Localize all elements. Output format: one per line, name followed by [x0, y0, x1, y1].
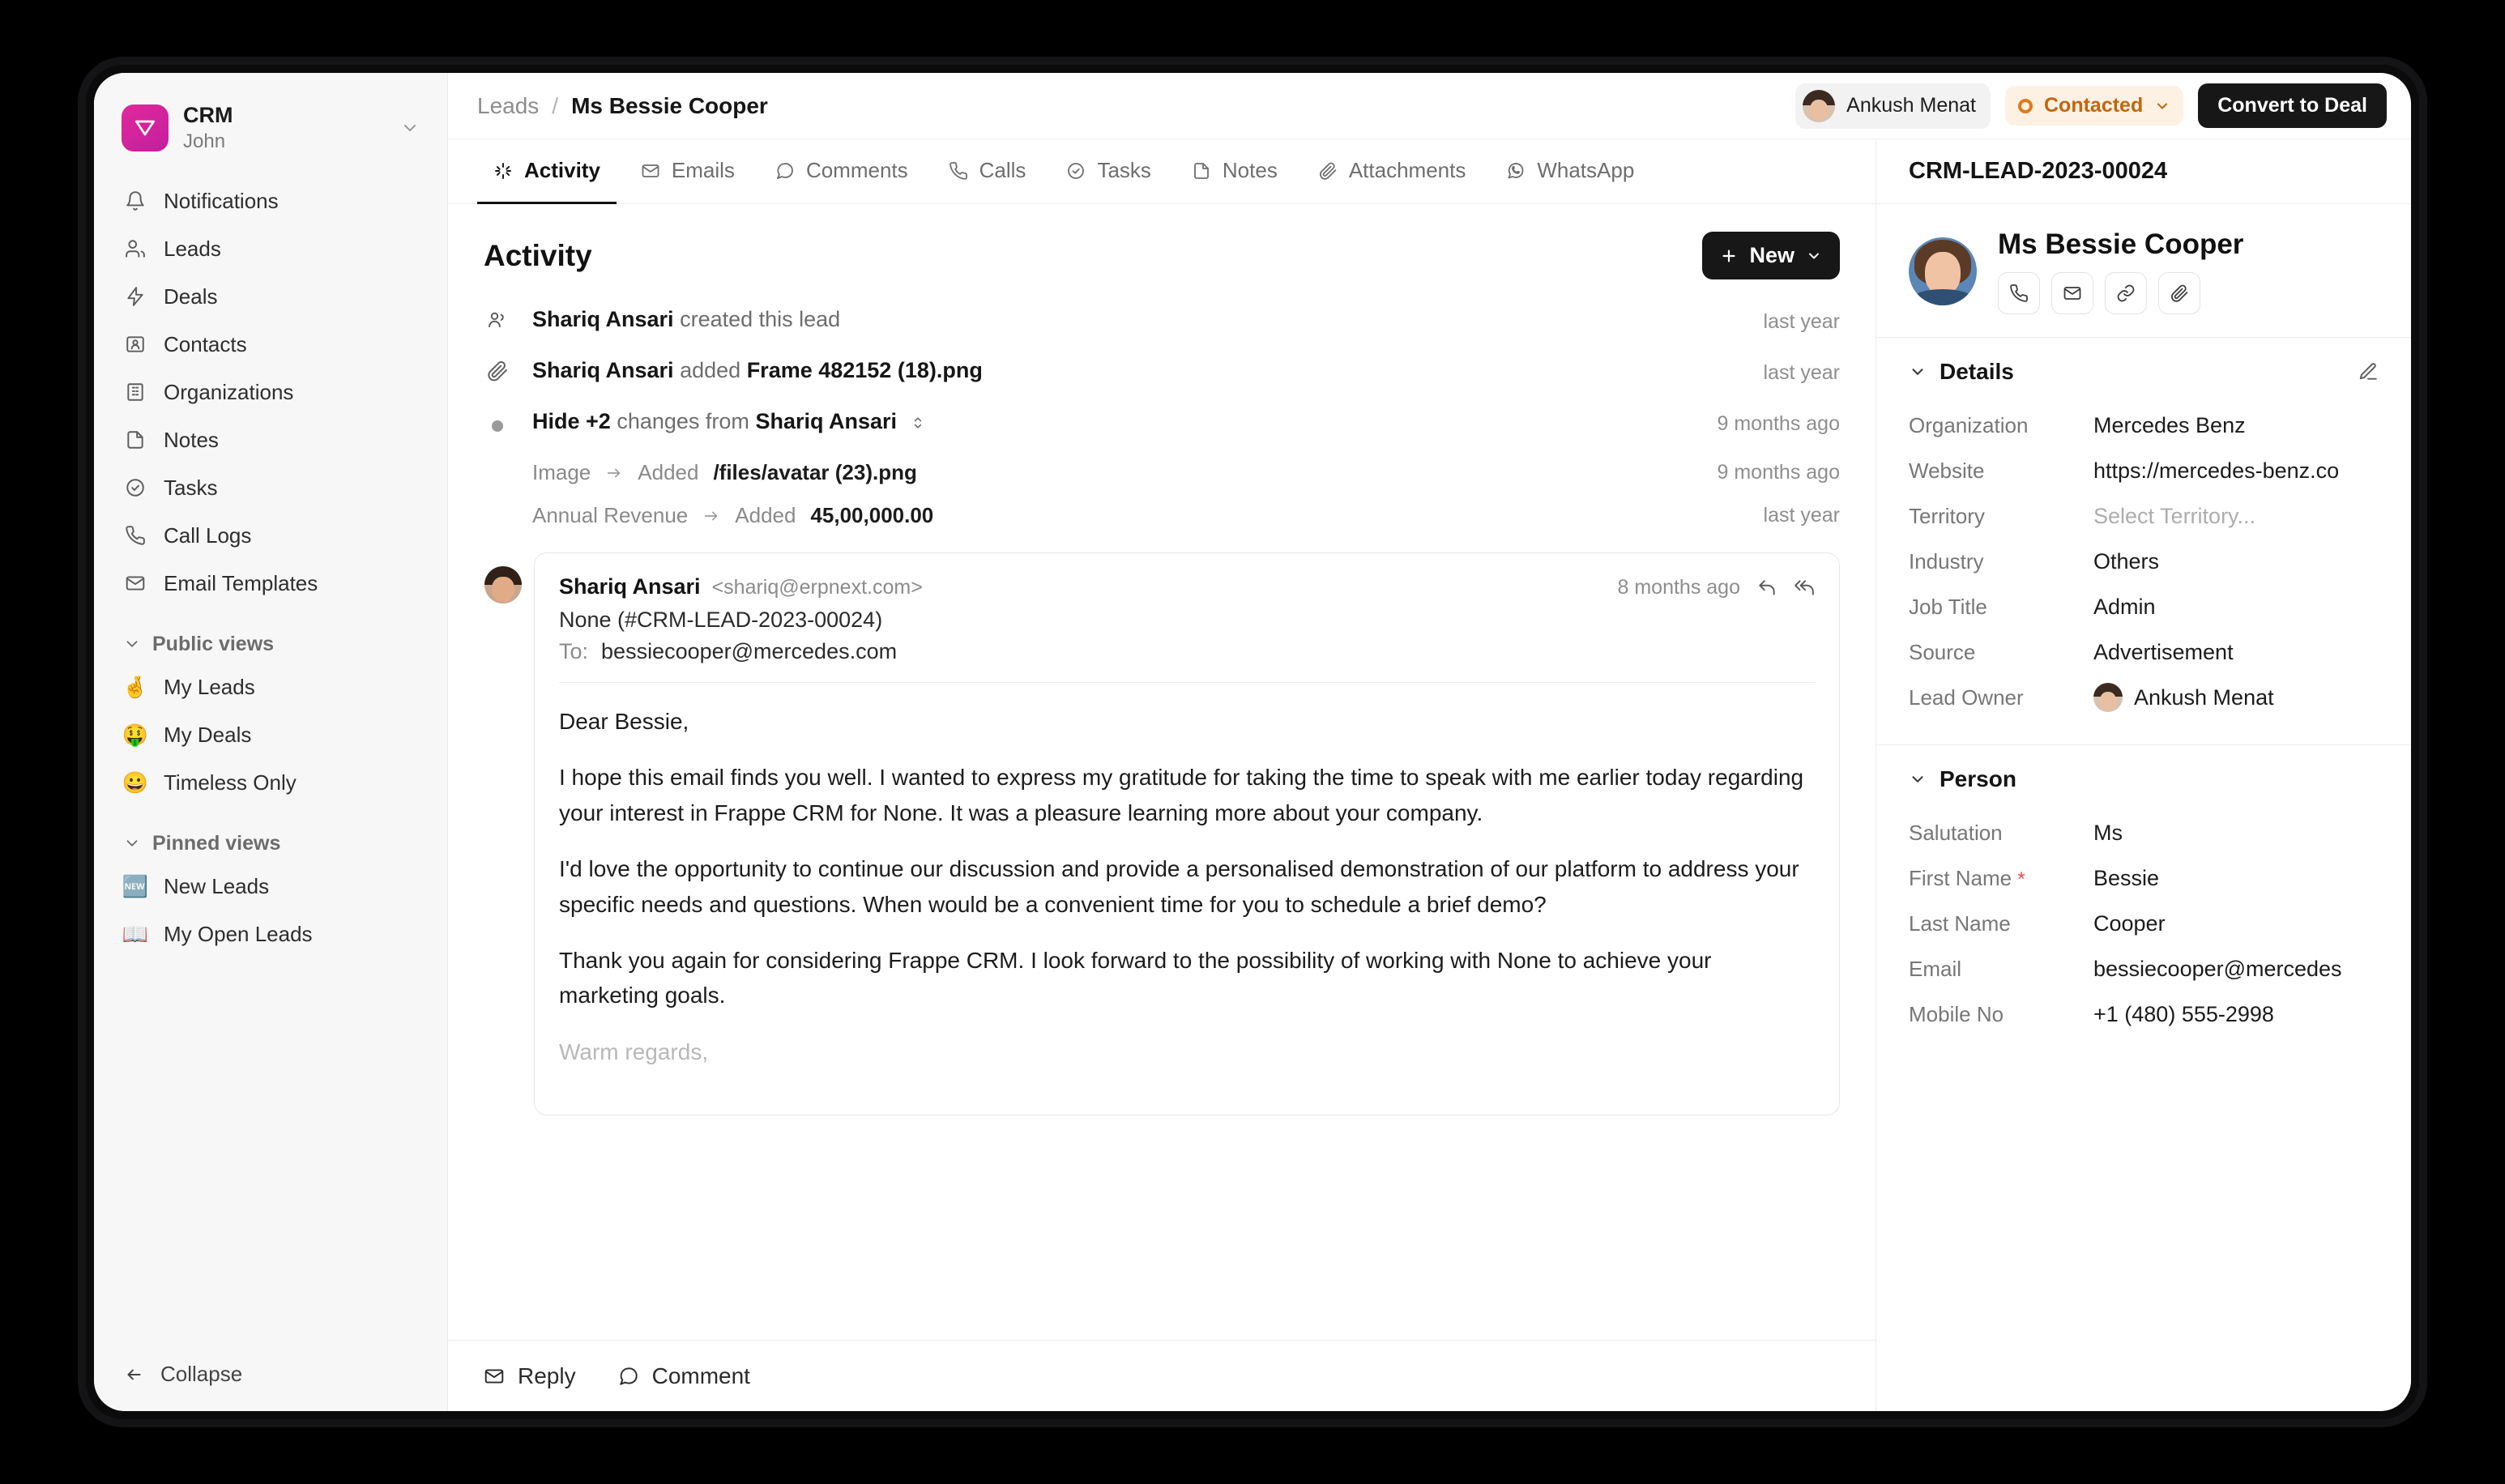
detail-label: [1909, 866, 2093, 891]
contact-icon: [123, 332, 147, 356]
breadcrumb-current[interactable]: Ms Bessie Cooper: [571, 92, 768, 118]
reply-button[interactable]: [484, 1363, 576, 1389]
sidebar-section-label: Pinned views: [152, 831, 281, 855]
comment-icon: [775, 161, 795, 181]
activity-time: last year: [1763, 504, 1840, 527]
person-section: [1876, 745, 2411, 1061]
activity-panel: [448, 204, 1876, 1411]
detail-label: Territory: [1909, 503, 1985, 528]
activity-footer-actions: [448, 1340, 1876, 1411]
brand-user: John: [183, 130, 226, 152]
collapse-label: Collapse: [160, 1362, 243, 1386]
avatar: [484, 566, 522, 603]
person-row-mobile-no: [1909, 991, 2379, 1037]
detail-value[interactable]: Ms: [2093, 820, 2123, 845]
details-panel: [1876, 139, 2411, 1411]
activity-action: added: [680, 358, 741, 382]
dot-icon: [484, 409, 511, 432]
sidebar-item-contacts[interactable]: [112, 322, 429, 368]
tab-calls[interactable]: [932, 139, 1043, 204]
activity-time: 9 months ago: [1717, 412, 1840, 435]
detail-label: Source: [1909, 639, 1976, 664]
convert-to-deal-button[interactable]: Convert to Deal: [2198, 83, 2387, 128]
mail-icon: [641, 161, 660, 181]
hide-label: Hide: [532, 409, 580, 433]
status-label: Contacted: [2044, 94, 2144, 117]
tab-label: Attachments: [1348, 158, 1466, 182]
email-sender-name: Shariq Ansari: [559, 574, 701, 599]
change-action: Added: [638, 460, 699, 484]
detail-label: Industry: [1909, 548, 1984, 574]
users-icon: [123, 237, 147, 261]
whatsapp-icon: [1506, 161, 1526, 181]
center-column: [448, 139, 1876, 1411]
activity-event-text: [532, 358, 1743, 383]
link-icon[interactable]: [2105, 272, 2147, 314]
activity-changes-toggle-row[interactable]: [484, 409, 1840, 436]
activity-actor: Shariq Ansari: [532, 358, 674, 382]
check-circle-icon: [123, 475, 147, 500]
tab-label: WhatsApp: [1537, 158, 1635, 182]
chevron-down-icon: [2154, 98, 2170, 114]
detail-label: Email: [1909, 956, 1962, 981]
email-card[interactable]: [534, 552, 1840, 1115]
check-circle-icon: [1066, 161, 1086, 181]
sidebar-item-my-deals[interactable]: [112, 712, 429, 758]
tab-bar: [448, 139, 1876, 204]
collapse-sidebar-button[interactable]: [94, 1347, 447, 1411]
arrow-right-icon: [605, 464, 623, 482]
page-title: Activity: [484, 238, 592, 272]
activity-actor: Shariq Ansari: [532, 307, 674, 331]
detail-row-lead-owner: [1909, 675, 2379, 720]
sidebar-item-deals[interactable]: [112, 274, 429, 320]
avatar: [1803, 90, 1835, 122]
detail-value[interactable]: +1 (480) 555-2998: [2093, 1001, 2274, 1026]
tab-whatsapp[interactable]: [1490, 139, 1650, 204]
detail-label: Lead Owner: [1909, 684, 2024, 710]
change-value: 45,00,000.00: [810, 503, 934, 527]
sort-toggle-icon[interactable]: [910, 415, 926, 431]
tab-attachments[interactable]: [1302, 139, 1483, 204]
detail-value-wrapper[interactable]: [2093, 683, 2274, 712]
crm-logo-icon: [122, 104, 169, 151]
email-paragraph: I hope this email finds you well. I wanted to express my gratitude for taking the time to speak with me earlier today regarding your interest in Frappe CRM for None. It was a pleasure learning more about your company.: [559, 765, 1804, 825]
detail-row-website: [1909, 448, 2379, 493]
assignee-chip[interactable]: [1795, 83, 1991, 129]
new-activity-button[interactable]: [1702, 232, 1840, 279]
details-section-title: Details: [1940, 359, 2014, 384]
detail-row-source: [1909, 629, 2379, 675]
detail-row-organization: [1909, 403, 2379, 448]
brand-title: CRM: [183, 103, 233, 127]
chevron-down-icon[interactable]: [1909, 363, 1927, 381]
email-sender-address: <shariq@erpnext.com>: [711, 576, 923, 599]
sidebar: [94, 73, 448, 1411]
detail-value[interactable]: Mercedes Benz: [2093, 412, 2246, 437]
email-paragraph: Thank you again for considering Frappe CRM. I look forward to the possibility of working with None to achieve your marketing goals.: [559, 947, 1712, 1009]
detail-label-text: First Name: [1909, 865, 2012, 890]
activity-time: last year: [1763, 310, 1840, 333]
detail-value[interactable]: Advertisement: [2093, 639, 2234, 664]
top-bar: [448, 73, 2411, 139]
assignee-name: Ankush Menat: [1846, 94, 1976, 117]
activity-icon: [493, 161, 513, 181]
collapse-arrow-icon: [123, 1364, 144, 1385]
required-asterisk: *: [2017, 868, 2025, 890]
change-field: Annual Revenue: [532, 503, 689, 527]
changes-actor: Shariq Ansari: [755, 409, 898, 433]
sidebar-item-label: Notifications: [164, 188, 279, 213]
sidebar-item-label: My Leads: [164, 674, 255, 699]
activity-time: 9 months ago: [1717, 461, 1840, 484]
change-action: Added: [735, 503, 796, 527]
app-screen: [94, 73, 2411, 1411]
bolt-icon: [123, 284, 147, 309]
details-section: [1876, 338, 2411, 745]
money-face-emoji-icon: 🤑: [122, 722, 149, 747]
email-paragraph: Dear Bessie,: [559, 709, 689, 734]
detail-label: Salutation: [1909, 820, 2003, 845]
change-value: /files/avatar (23).png: [713, 460, 917, 484]
note-icon: [1192, 161, 1211, 181]
paperclip-icon: [484, 358, 511, 382]
new-emoji-icon: 🆕: [122, 873, 149, 898]
sidebar-item-new-leads[interactable]: [112, 864, 429, 910]
sidebar-item-label: My Deals: [164, 722, 252, 747]
hand-emoji-icon: 🤞: [122, 674, 149, 699]
avatar: [1909, 237, 1977, 305]
sidebar-item-call-logs[interactable]: [112, 513, 429, 559]
detail-value[interactable]: Bessie: [2093, 865, 2160, 890]
sidebar-item-email-templates[interactable]: [112, 561, 429, 607]
activity-scroll-region[interactable]: [448, 204, 1876, 1340]
activity-event: [484, 358, 1840, 385]
sidebar-item-label: Timeless Only: [164, 770, 297, 795]
sidebar-item-label: Notes: [164, 427, 219, 452]
person-row-last-name: [1909, 901, 2379, 946]
breadcrumb-separator: /: [552, 92, 559, 118]
phone-icon: [949, 161, 968, 181]
detail-value[interactable]: Others: [2093, 548, 2160, 574]
edit-icon[interactable]: [2358, 361, 2379, 382]
tab-emails[interactable]: [625, 139, 751, 204]
chevron-down-icon[interactable]: [1909, 770, 1927, 788]
note-icon: [123, 428, 147, 452]
sidebar-item-my-open-leads[interactable]: [112, 911, 429, 957]
detail-value[interactable]: https://mercedes-benz.co: [2093, 458, 2340, 483]
record-id: CRM-LEAD-2023-00024: [1909, 158, 2168, 184]
sidebar-item-notifications[interactable]: [112, 178, 429, 224]
tab-label: Activity: [524, 158, 600, 182]
reply-label: Reply: [518, 1362, 576, 1388]
email-subject: None (#CRM-LEAD-2023-00024): [559, 608, 883, 632]
tab-label: Emails: [671, 158, 735, 182]
sidebar-item-label: Deals: [164, 284, 218, 309]
phone-icon: [123, 523, 147, 548]
reply-icon[interactable]: [1756, 578, 1777, 599]
tab-tasks[interactable]: [1050, 139, 1167, 204]
comment-button[interactable]: [618, 1363, 750, 1389]
person-header: [1876, 204, 2411, 338]
sidebar-nav: [94, 178, 447, 607]
email-closing: Warm regards,: [559, 1038, 709, 1064]
detail-value: Ankush Menat: [2134, 684, 2274, 710]
brand-switcher[interactable]: [112, 94, 429, 162]
tab-label: Comments: [805, 158, 908, 182]
changes-count: +2: [586, 409, 611, 433]
email-time: 8 months ago: [1617, 576, 1740, 599]
new-activity-label: New: [1749, 243, 1794, 267]
detail-label: Last Name: [1909, 910, 2011, 936]
sidebar-section-pinned-views[interactable]: [112, 827, 429, 860]
book-emoji-icon: 📖: [122, 921, 149, 946]
status-dot-icon: [2018, 99, 2033, 113]
divider: [559, 682, 1815, 683]
chevron-down-icon: [1806, 248, 1822, 264]
chevron-down-icon: [400, 118, 420, 138]
record-id-header: [1876, 139, 2411, 204]
paperclip-icon[interactable]: [2158, 272, 2200, 314]
building-icon: [123, 380, 147, 404]
person-row-salutation: [1909, 810, 2379, 855]
sidebar-item-timeless-only[interactable]: [112, 760, 429, 806]
status-badge[interactable]: [2005, 86, 2183, 126]
sidebar-section-public-views[interactable]: [112, 628, 429, 661]
sidebar-item-leads[interactable]: [112, 226, 429, 272]
detail-label: Job Title: [1909, 594, 1987, 619]
person-row-first-name: [1909, 855, 2379, 901]
device-frame: [86, 65, 2419, 1419]
detail-value[interactable]: bessiecooper@mercedes: [2093, 956, 2342, 981]
avatar: [2093, 683, 2123, 712]
changes-middle-label: changes from: [617, 409, 749, 433]
activity-change-row: [532, 460, 1840, 485]
activity-change-row: [532, 503, 1840, 528]
sidebar-item-label: Leads: [164, 236, 221, 261]
reply-all-icon[interactable]: [1794, 578, 1815, 599]
sidebar-item-label: Contacts: [164, 331, 247, 356]
activity-changes-toggle-text: [532, 409, 1696, 434]
activity-event: [484, 307, 1840, 334]
tab-label: Notes: [1222, 158, 1278, 182]
mail-icon: [123, 571, 147, 595]
mail-icon[interactable]: [2051, 272, 2093, 314]
activity-event-text: [532, 307, 1743, 332]
detail-label: Website: [1909, 458, 1985, 483]
mail-icon: [484, 1366, 505, 1387]
phone-icon[interactable]: [1998, 272, 2040, 314]
smiley-emoji-icon: 😀: [122, 770, 149, 795]
main-area: [448, 73, 2411, 1411]
detail-row-territory: [1909, 493, 2379, 539]
detail-row-industry: [1909, 539, 2379, 584]
detail-value[interactable]: Cooper: [2093, 910, 2166, 936]
tab-activity[interactable]: [477, 139, 617, 204]
activity-time: last year: [1763, 361, 1840, 384]
detail-row-job-title: [1909, 584, 2379, 629]
person-name: Ms Bessie Cooper: [1998, 228, 2244, 260]
pinned-views-list: [94, 864, 447, 957]
arrow-right-icon: [702, 507, 720, 525]
sidebar-item-organizations[interactable]: [112, 369, 429, 416]
detail-value[interactable]: Select Territory...: [2093, 503, 2256, 528]
users-icon: [484, 307, 511, 331]
sidebar-section-label: Public views: [152, 632, 275, 655]
breadcrumb-leads[interactable]: Leads: [477, 92, 540, 118]
bell-icon: [123, 189, 147, 213]
email-paragraph: I'd love the opportunity to continue our discussion and provide a personalised demonstration of our platform to address your specific needs and questions. When would be a convenient time for you to schedule a brief demo?: [559, 856, 1799, 917]
sidebar-item-label: New Leads: [164, 873, 270, 898]
change-field: Image: [532, 460, 591, 484]
plus-icon: [1720, 247, 1738, 265]
tab-notes[interactable]: [1176, 139, 1294, 204]
person-row-email: [1909, 946, 2379, 991]
sidebar-item-tasks[interactable]: [112, 465, 429, 511]
activity-action: created this lead: [680, 307, 841, 331]
tab-label: Tasks: [1097, 158, 1151, 182]
comment-label: Comment: [651, 1362, 750, 1388]
sidebar-item-label: Tasks: [164, 475, 218, 500]
person-section-title: Person: [1940, 766, 2016, 791]
sidebar-item-label: My Open Leads: [164, 921, 313, 946]
paperclip-icon: [1318, 161, 1338, 181]
email-to-label: To:: [559, 639, 589, 663]
detail-label: Organization: [1909, 412, 2029, 437]
public-views-list: [94, 664, 447, 806]
tab-label: Calls: [979, 158, 1026, 182]
detail-value[interactable]: Admin: [2093, 594, 2156, 619]
sidebar-item-my-leads[interactable]: [112, 664, 429, 710]
tab-comments[interactable]: [759, 139, 924, 204]
detail-label: Mobile No: [1909, 1001, 2004, 1026]
sidebar-item-label: Organizations: [164, 379, 294, 404]
email-to-address: bessiecooper@mercedes.com: [601, 639, 898, 663]
sidebar-item-notes[interactable]: [112, 417, 429, 463]
sidebar-item-label: Email Templates: [164, 570, 318, 595]
activity-file-name: Frame 482152 (18).png: [746, 358, 983, 382]
sidebar-item-label: Call Logs: [164, 522, 252, 548]
comment-icon: [618, 1366, 639, 1387]
